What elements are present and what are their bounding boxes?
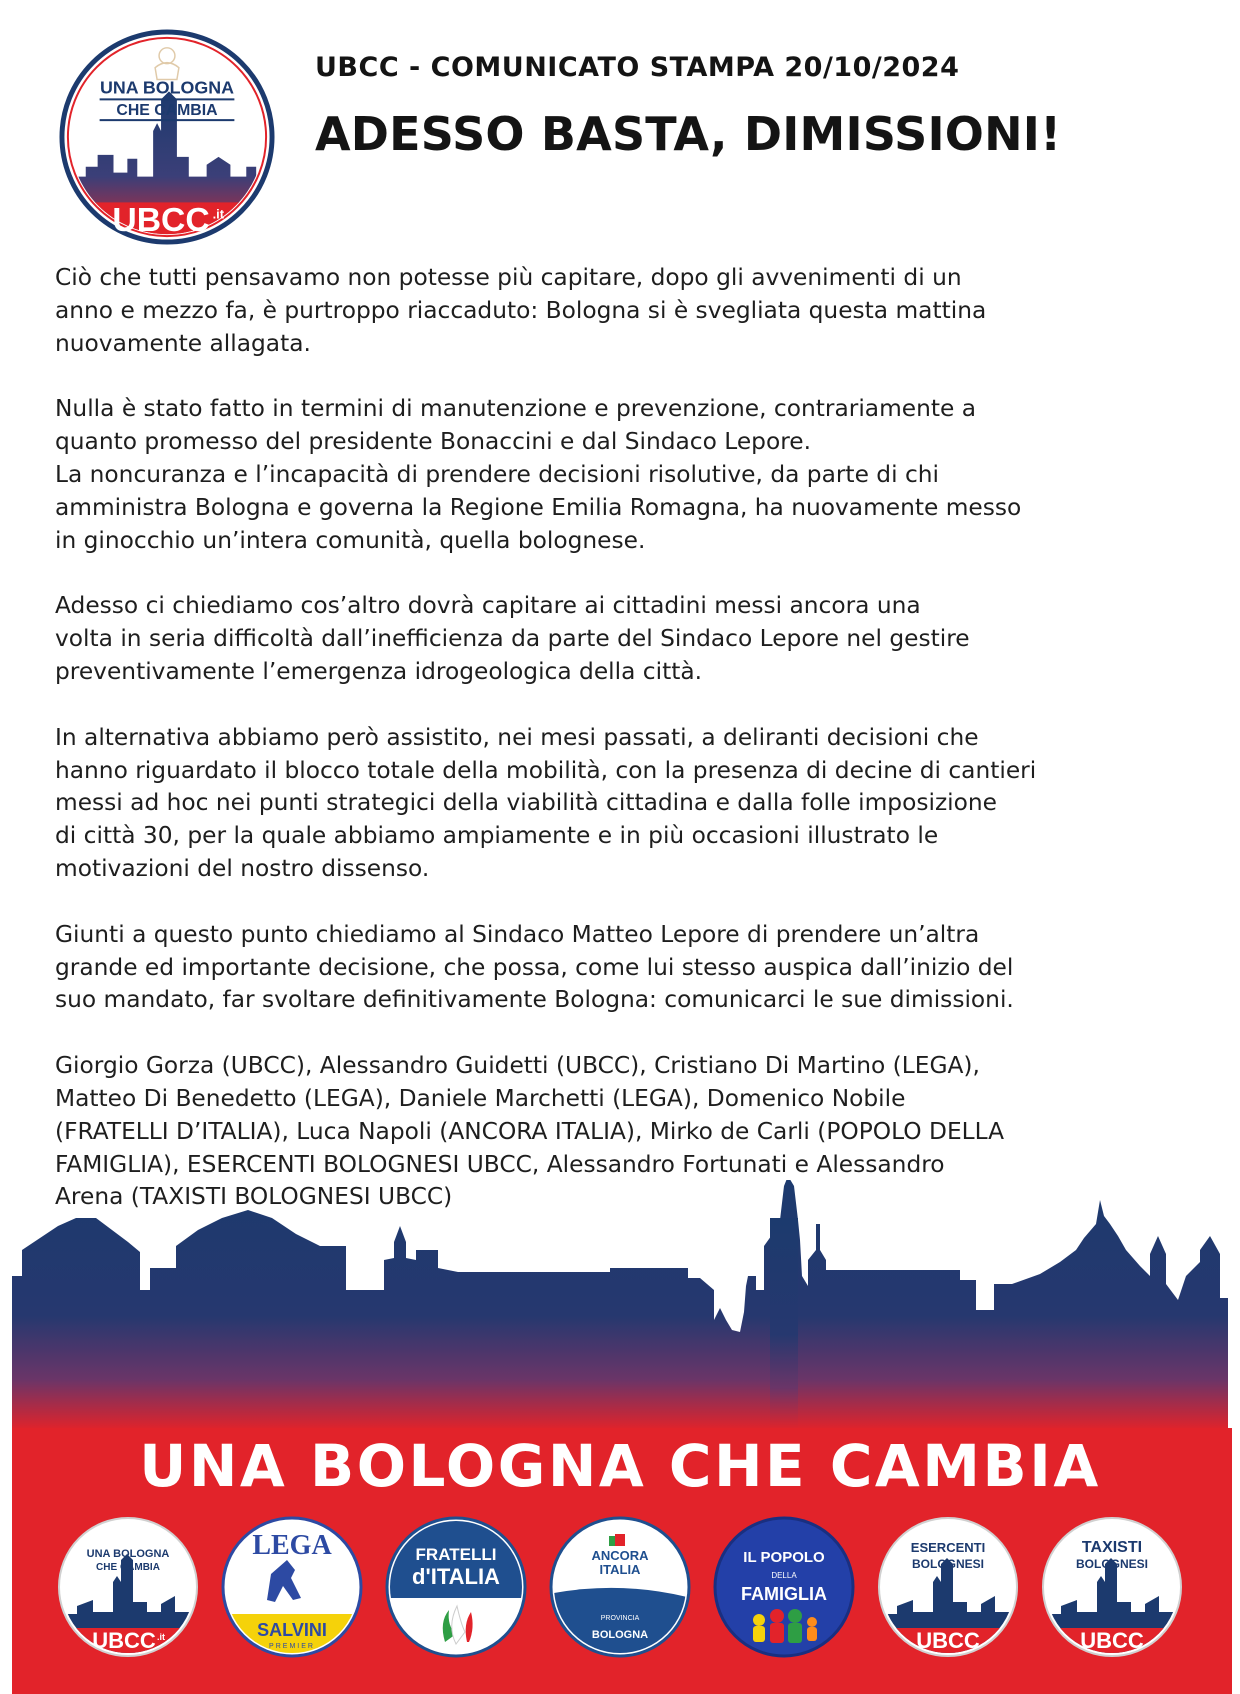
paragraph bbox=[55, 262, 1195, 360]
party-suffix: .it bbox=[157, 1632, 165, 1642]
footer-slogan: UNA BOLOGNA CHE CAMBIA bbox=[139, 1432, 1101, 1500]
paragraph bbox=[55, 393, 1195, 557]
text-line: motivazioni del nostro dissenso. bbox=[55, 854, 430, 882]
party-label: TAXISTI bbox=[1081, 1539, 1143, 1556]
party-logos-row bbox=[55, 1516, 1185, 1666]
text-line: quanto promesso del presidente Bonaccini e dal Sindaco Lepore. bbox=[55, 428, 812, 456]
party-brand: BOLOGNA bbox=[591, 1629, 649, 1641]
party-brand: UBCC bbox=[1080, 1628, 1144, 1653]
document-subtitle: UBCC - COMUNICATO STAMPA 20/10/2024 bbox=[315, 52, 960, 83]
party-logo-ubcc bbox=[57, 1516, 199, 1658]
signatories-line: Matteo Di Benedetto (LEGA), Daniele Marchetti (LEGA), Domenico Nobile bbox=[55, 1084, 906, 1112]
text-line: preventivamente l’emergenza idrogeologica della città. bbox=[55, 657, 703, 685]
text-line: messi ad hoc nei punti strategici della viabilità cittadina e dalla folle imposizione bbox=[55, 789, 998, 817]
text-line: Giunti a questo punto chiediamo al Sindaco Matteo Lepore di prendere un’altra bbox=[55, 920, 980, 948]
text-line: In alternativa abbiamo però assistito, nei mesi passati, a deliranti decisioni che bbox=[55, 723, 979, 751]
party-label: UNA BOLOGNA bbox=[86, 1548, 170, 1560]
party-label: LEGA bbox=[252, 1530, 332, 1561]
paragraph bbox=[55, 722, 1195, 886]
party-label: ANCORA bbox=[591, 1548, 649, 1563]
text-line: suo mandato, far svoltare definitivamente Bologna: comunicarci le sue dimissioni. bbox=[55, 986, 1014, 1014]
party-label: ESERCENTI bbox=[910, 1540, 986, 1555]
signatories-line: FAMIGLIA), ESERCENTI BOLOGNESI UBCC, Alessandro Fortunati e Alessandro bbox=[55, 1150, 945, 1178]
party-logo-ancora-italia bbox=[549, 1516, 691, 1658]
party-brand: SALVINI bbox=[257, 1620, 327, 1640]
ubcc-logo bbox=[58, 28, 276, 246]
document-body bbox=[55, 262, 1195, 1214]
party-logo-taxisti-bolognesi bbox=[1041, 1516, 1183, 1658]
party-label: d'ITALIA bbox=[412, 1564, 500, 1589]
document-header bbox=[315, 52, 1215, 161]
party-brand: UBCC bbox=[92, 1628, 156, 1653]
party-label: FAMIGLIA bbox=[741, 1584, 827, 1604]
logo-line1: UNA BOLOGNA bbox=[99, 77, 235, 98]
text-line: Adesso ci chiediamo cos’altro dovrà capitare ai cittadini messi ancora una bbox=[55, 592, 921, 620]
paragraph bbox=[55, 590, 1195, 688]
party-label: BOLOGNESI bbox=[911, 1557, 985, 1571]
text-line: volta in seria difficoltà dall’inefficienza da parte del Sindaco Lepore nel gestire bbox=[55, 625, 970, 653]
footer-banner bbox=[0, 1180, 1240, 1694]
party-logo-fratelli-ditalia bbox=[385, 1516, 527, 1658]
logo-brand: UBCC bbox=[112, 202, 210, 240]
party-label: CHE CAMBIA bbox=[96, 1562, 160, 1573]
text-line: Nulla è stato fatto in termini di manutenzione e prevenzione, contrariamente a bbox=[55, 395, 977, 423]
signatories-line: (FRATELLI D’ITALIA), Luca Napoli (ANCORA ITALIA), Mirko de Carli (POPOLO DELLA bbox=[55, 1117, 1005, 1145]
signatories-line: Arena (TAXISTI BOLOGNESI UBCC) bbox=[55, 1183, 453, 1211]
text-line: La noncuranza e l’incapacità di prendere decisioni risolutive, da parte di chi bbox=[55, 460, 940, 488]
logo-suffix: .it bbox=[212, 206, 225, 222]
text-line: di città 30, per la quale abbiamo ampiamente e in più occasioni illustrato le bbox=[55, 822, 939, 850]
paragraph bbox=[55, 919, 1195, 1017]
logo-line2: CHE CAMBIA bbox=[116, 102, 218, 120]
text-line: Ciò che tutti pensavamo non potesse più capitare, dopo gli avvenimenti di un bbox=[55, 264, 962, 291]
party-label: DELLA bbox=[771, 1571, 797, 1580]
signatories-line: Giorgio Gorza (UBCC), Alessandro Guidetti (UBCC), Cristiano Di Martino (LEGA), bbox=[55, 1052, 980, 1080]
text-line: nuovamente allagata. bbox=[55, 329, 311, 357]
text-line: amministra Bologna e governa la Regione Emilia Romagna, ha nuovamente messo bbox=[55, 493, 1022, 521]
party-logo-esercenti-bolognesi bbox=[877, 1516, 1019, 1658]
party-logo-lega bbox=[221, 1516, 363, 1658]
text-line: anno e mezzo fa, è purtroppo riaccaduto: Bologna si è svegliata questa mattina bbox=[55, 296, 987, 324]
party-label: FRATELLI bbox=[415, 1545, 497, 1564]
party-extra: PROVINCIA bbox=[600, 1615, 640, 1622]
text-line: in ginocchio un’intera comunità, quella bolognese. bbox=[55, 526, 646, 554]
party-label: IL POPOLO bbox=[743, 1549, 825, 1566]
party-logo-popolo-della-famiglia bbox=[713, 1516, 855, 1658]
party-brand: UBCC bbox=[916, 1628, 980, 1653]
text-line: grande ed importante decisione, che possa, come lui stesso auspica dall’inizio del bbox=[55, 953, 1014, 981]
party-suffix: PREMIER bbox=[269, 1643, 315, 1650]
document-title: ADESSO BASTA, DIMISSIONI! bbox=[315, 107, 1062, 161]
bologna-skyline-icon bbox=[0, 1180, 1240, 1430]
party-label: BOLOGNESI bbox=[1075, 1557, 1149, 1571]
party-label: ITALIA bbox=[599, 1562, 641, 1577]
text-line: hanno riguardato il blocco totale della mobilità, con la presenza di decine di cantieri bbox=[55, 756, 1037, 784]
